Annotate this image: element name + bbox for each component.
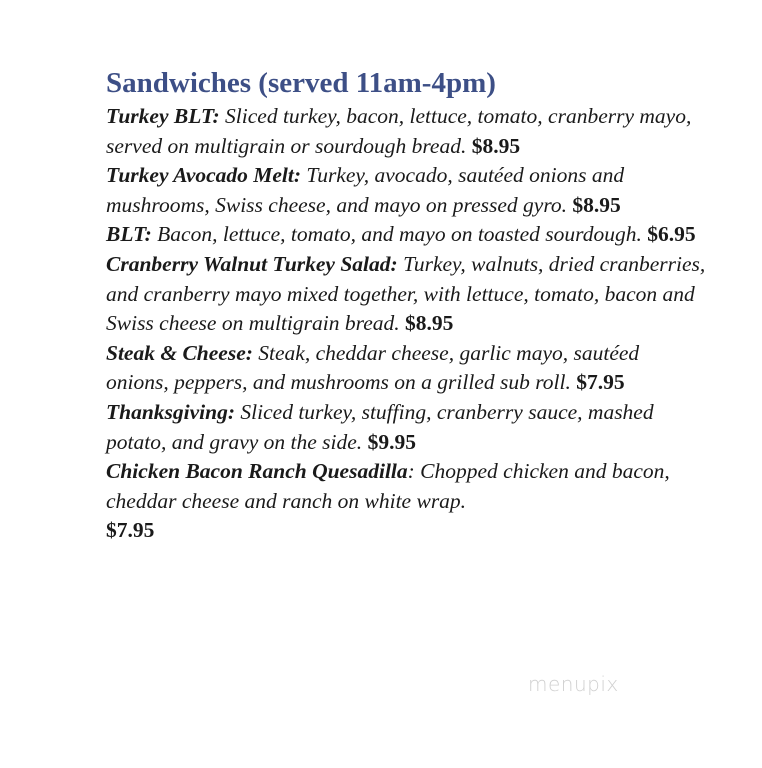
menu-item-name: Turkey BLT: bbox=[106, 104, 220, 128]
menu-item-description: Steak, cheddar cheese, garlic mayo, sautéed onions, peppers, and mushrooms on a grilled sub roll. bbox=[106, 340, 640, 395]
menupix-watermark: menupix bbox=[528, 672, 619, 696]
menu-item-price: $7.95 bbox=[576, 370, 625, 395]
sandwich-menu bbox=[106, 64, 706, 546]
menu-item-price: $8.95 bbox=[404, 311, 454, 336]
menu-item-name: Cranberry Walnut Turkey Salad: bbox=[106, 251, 398, 276]
menu-item-name: Steak & Cheese: bbox=[106, 340, 253, 365]
menu-item-list bbox=[106, 102, 706, 546]
menu-item-thanksgiving bbox=[106, 398, 706, 457]
menu-item-steak-cheese bbox=[106, 339, 706, 398]
menu-item-name: Thanksgiving: bbox=[106, 399, 236, 424]
menu-item-turkey-avocado-melt bbox=[106, 161, 706, 220]
menu-item-description: Turkey, walnuts, dried cranberries, and cranberry mayo mixed together, with lettuce, tomato, bacon and Swiss cheese on multigrain bread. bbox=[106, 251, 706, 336]
menu-item-name: BLT: bbox=[106, 222, 152, 247]
menu-item-description: Sliced turkey, stuffing, cranberry sauce, mashed potato, and gravy on the side. bbox=[106, 399, 654, 454]
menu-item-turkey-blt bbox=[106, 102, 706, 161]
menu-item-description: Turkey, avocado, sautéed onions and mushrooms, Swiss cheese, and mayo on pressed gyro. bbox=[106, 163, 625, 217]
menu-item-price: $8.95 bbox=[471, 133, 521, 158]
menu-item-chicken-bacon-ranch-quesadilla bbox=[106, 457, 706, 546]
menu-item-price: $7.95 bbox=[106, 518, 155, 543]
menu-item-name: Turkey Avocado Melt: bbox=[106, 163, 302, 188]
menu-item-price: $9.95 bbox=[367, 429, 416, 454]
menu-item-blt bbox=[106, 220, 706, 250]
menu-item-cranberry-walnut-turkey-salad bbox=[106, 250, 706, 339]
menu-title: Sandwiches (served 11am-4pm) bbox=[106, 67, 496, 99]
menu-item-price: $6.95 bbox=[647, 222, 696, 247]
menu-item-description: : Chopped chicken and bacon, cheddar cheese and ranch on white wrap. bbox=[106, 459, 670, 513]
menu-item-name: Chicken Bacon Ranch Quesadilla bbox=[106, 459, 408, 484]
menu-item-price: $8.95 bbox=[572, 192, 621, 217]
menu-item-description: Sliced turkey, bacon, lettuce, tomato, cranberry mayo, served on multigrain or sourdough bread. bbox=[106, 104, 692, 158]
menu-item-description: Bacon, lettuce, tomato, and mayo on toasted sourdough. bbox=[151, 222, 648, 247]
